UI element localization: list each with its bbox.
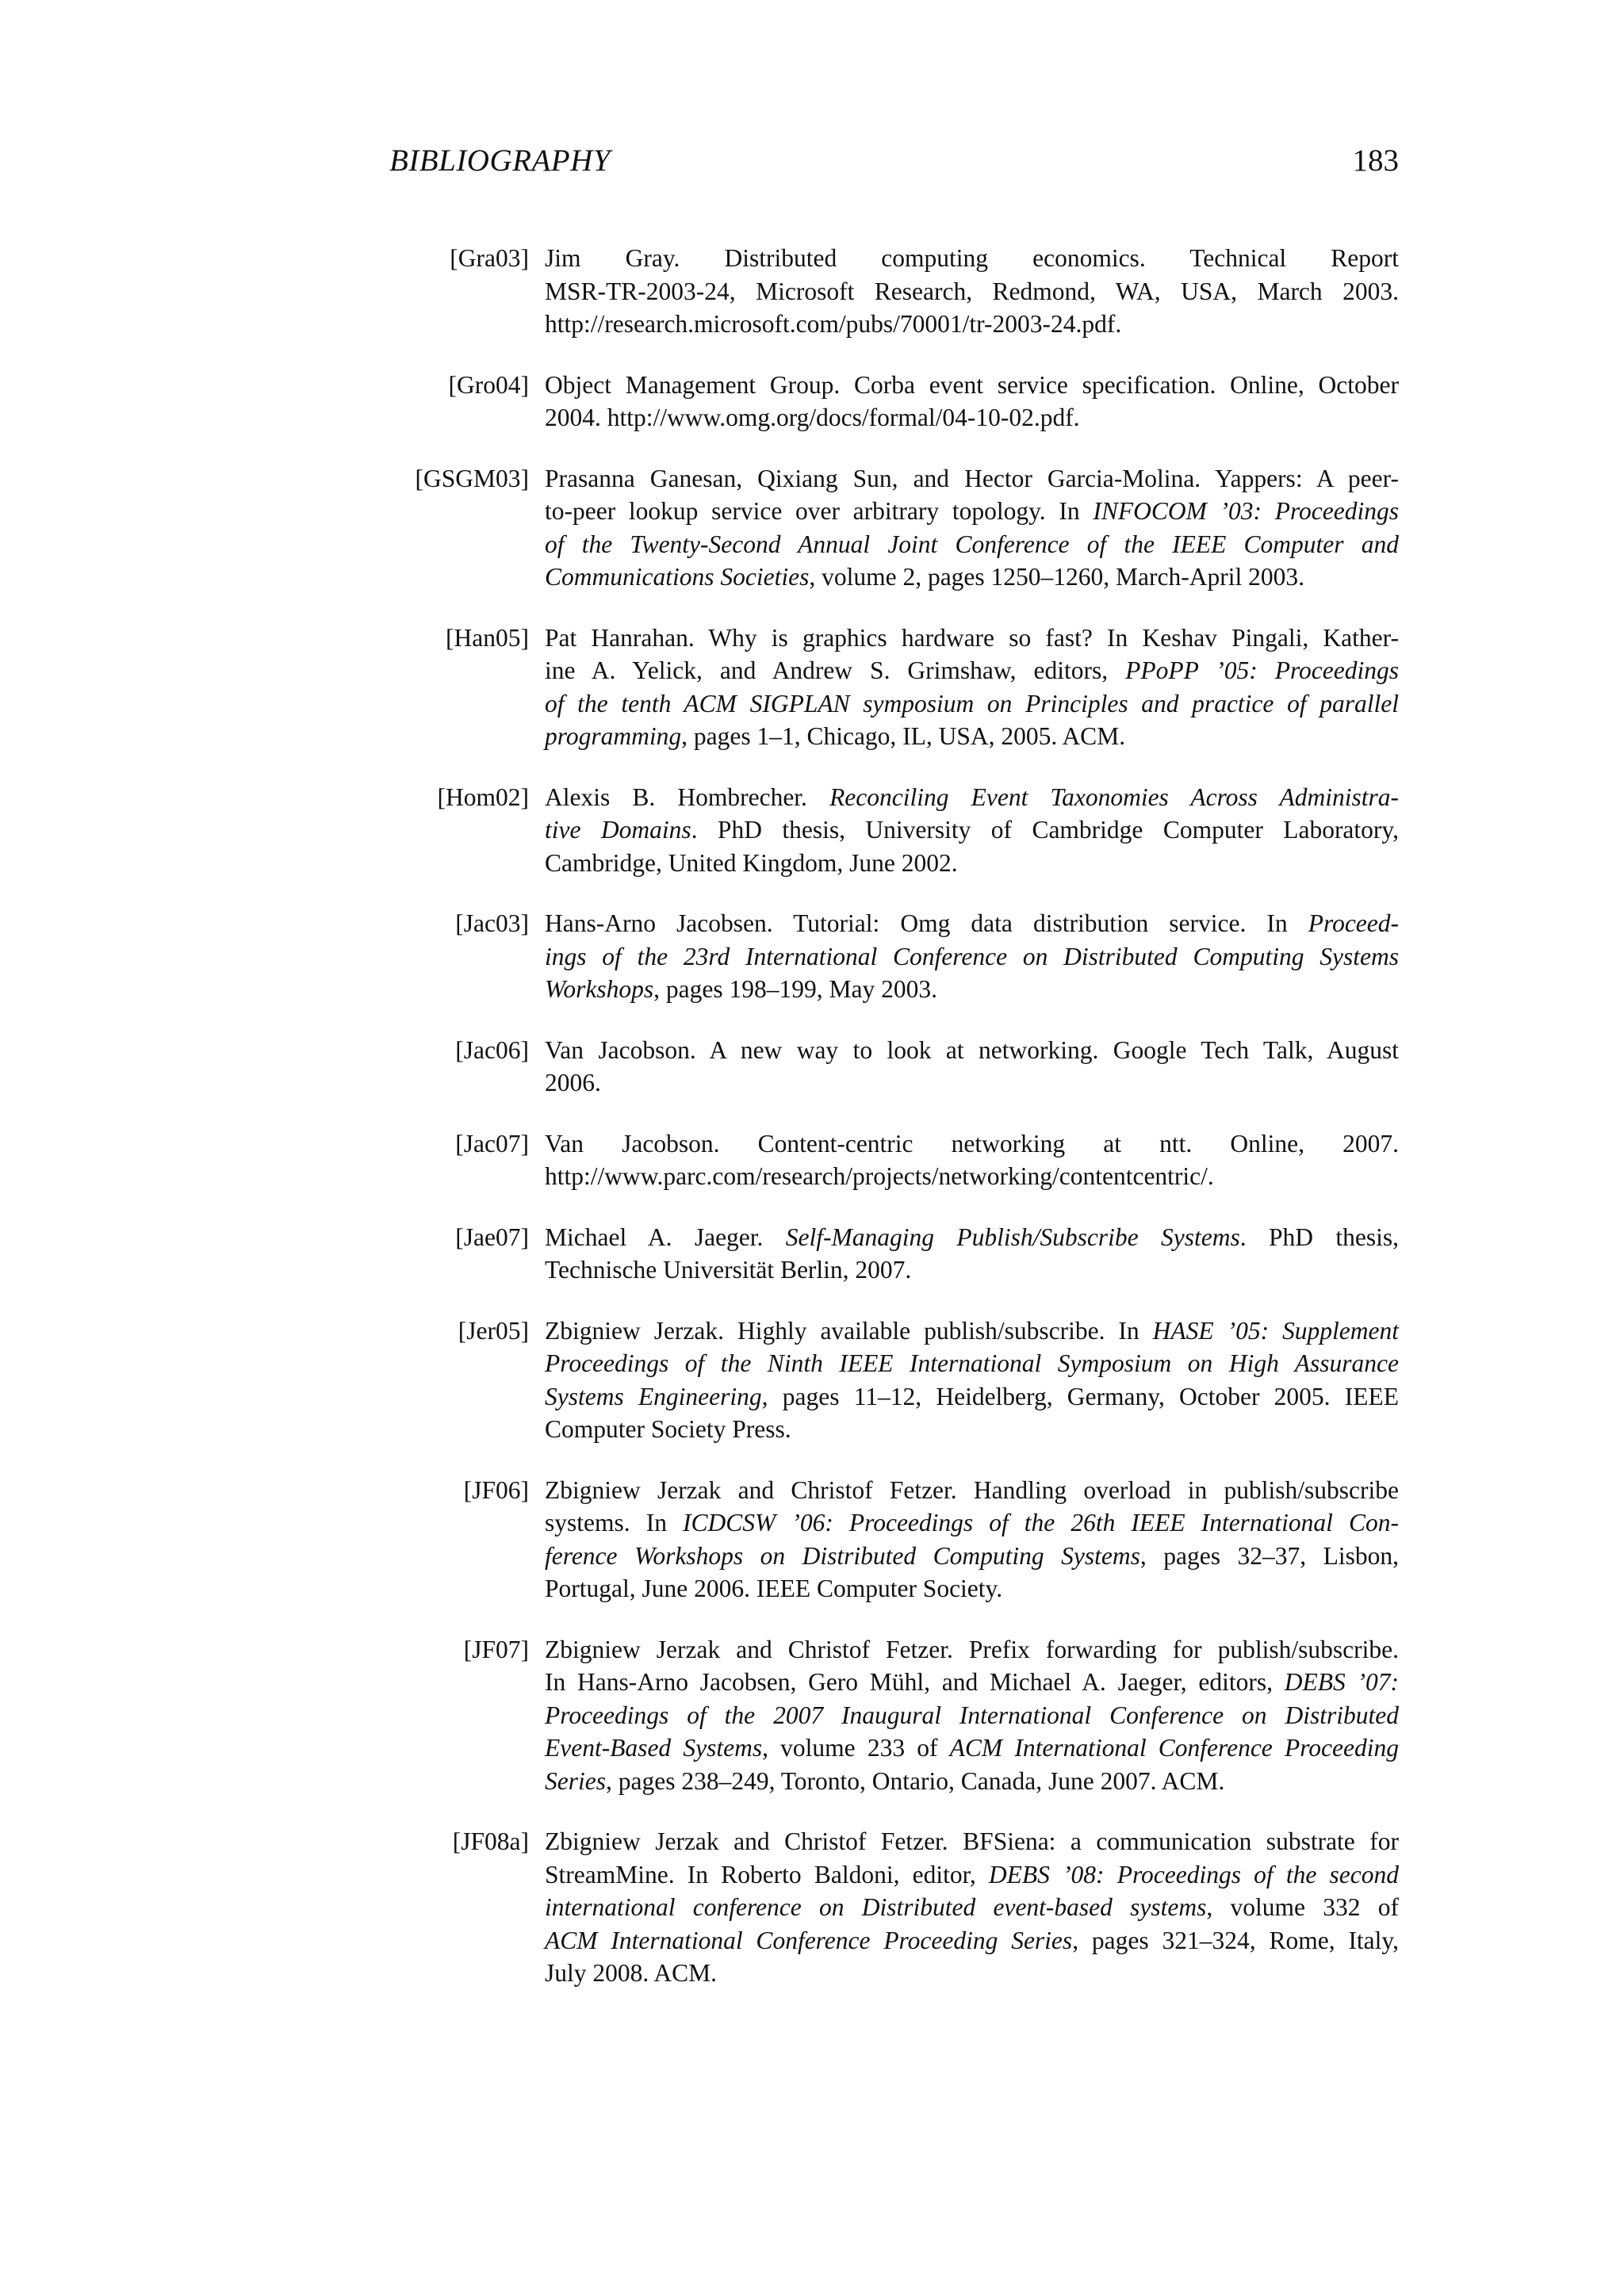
- reference-text-segment: Jim Gray. Distributed computing economics. Technical Report: [545, 244, 1399, 272]
- reference-text: [545, 1034, 1399, 1100]
- reference-text-segment: , pages 238–249, Toronto, Ontario, Canada, June 2007. ACM.: [605, 1766, 1225, 1795]
- reference-text-segment: , volume 332 of: [1206, 1893, 1399, 1921]
- citation-key: [Jac06]: [455, 1035, 529, 1064]
- reference-text-segment: Technische Universität Berlin, 2007.: [545, 1256, 912, 1284]
- reference-text-segment: systems. In: [545, 1509, 684, 1536]
- reference-text-segment: Zbigniew Jerzak. Highly available publish/subscribe. In: [545, 1316, 1153, 1345]
- reference-line: [545, 813, 1399, 847]
- citation-key: [JF07]: [463, 1635, 529, 1663]
- reference-line: [545, 1891, 1399, 1924]
- reference-text-segment: July 2008. ACM.: [545, 1959, 718, 1987]
- reference-line: [545, 907, 1399, 940]
- italic-text: international conference on Distributed event-based systems: [545, 1893, 1207, 1921]
- reference-line: [545, 1924, 1399, 1957]
- reference-text-segment: Zbigniew Jerzak and Christof Fetzer. Handling overload in publish/subscribe: [545, 1475, 1399, 1504]
- italic-text: INFOCOM ’03: Proceedings: [1093, 497, 1399, 525]
- reference-text-segment: , pages 11–12, Heidelberg, Germany, October 2005. IEEE: [761, 1382, 1399, 1410]
- reference-line: [545, 1825, 1399, 1858]
- reference-line: [545, 308, 1399, 341]
- italic-text: ACM International Conference Proceeding: [949, 1734, 1399, 1762]
- reference-text-segment: . PhD thesis,: [1239, 1223, 1399, 1251]
- italic-text: Reconciling Event Taxonomies Across Administra-: [829, 783, 1399, 811]
- reference-text-segment: In Hans-Arno Jacobsen, Gero Mühl, and Michael A. Jaeger, editors,: [545, 1668, 1285, 1696]
- reference-line: [545, 1666, 1399, 1699]
- citation-key: [JF08a]: [452, 1827, 529, 1855]
- reference-line: [545, 528, 1399, 561]
- reference-line: [545, 1858, 1399, 1892]
- italic-text: ference Workshops on Distributed Computing Systems: [545, 1541, 1140, 1570]
- reference-line: [545, 242, 1399, 275]
- italic-text: DEBS ’07:: [1284, 1668, 1399, 1696]
- reference-line: [545, 1540, 1399, 1573]
- italic-text: ACM International Conference Proceeding Series: [545, 1926, 1073, 1954]
- citation-key: [JF06]: [463, 1475, 529, 1504]
- reference-line: [545, 462, 1399, 496]
- reference-line: [545, 720, 1399, 753]
- reference-text-segment: http://research.microsoft.com/pubs/70001/tr-2003-24.pdf.: [545, 310, 1122, 338]
- reference-line: [545, 847, 1399, 880]
- reference-text-segment: Zbigniew Jerzak and Christof Fetzer. Prefix forwarding for publish/subscribe.: [545, 1635, 1399, 1663]
- reference-line: [545, 369, 1399, 402]
- reference-line: [545, 973, 1399, 1006]
- reference-text: [545, 622, 1399, 753]
- reference-text-segment: to-peer lookup service over arbitrary topology. In: [545, 497, 1094, 525]
- reference-text: [545, 1221, 1399, 1287]
- citation-key: [Gra03]: [450, 244, 529, 272]
- citation-key: [Gro04]: [448, 370, 529, 399]
- reference-line: [545, 1506, 1399, 1540]
- reference-text-segment: , pages 1–1, Chicago, IL, USA, 2005. ACM.: [681, 722, 1126, 750]
- reference-text: [545, 781, 1399, 880]
- reference-line: [545, 1066, 1399, 1100]
- reference-text-segment: Prasanna Ganesan, Qixiang Sun, and Hector Garcia-Molina. Yappers: A peer-: [545, 464, 1399, 492]
- reference-text: [545, 1474, 1399, 1605]
- reference-text: [545, 462, 1399, 594]
- italic-text: of the tenth ACM SIGPLAN symposium on Principles and practice of parallel: [545, 689, 1399, 718]
- reference-line: [545, 1732, 1399, 1765]
- reference-line: [545, 561, 1399, 594]
- reference-text-segment: http://www.parc.com/research/projects/networking/contentcentric/.: [545, 1162, 1214, 1190]
- page-number: 183: [1352, 144, 1399, 178]
- italic-text: Communications Societies: [545, 563, 810, 591]
- citation-key: [Jer05]: [458, 1316, 529, 1345]
- italic-text: of the Twenty-Second Annual Joint Conference of the IEEE Computer and: [545, 530, 1399, 558]
- reference-line: [545, 940, 1399, 974]
- italic-text: Series: [545, 1766, 606, 1795]
- reference-text-segment: Alexis B. Hombrecher.: [545, 783, 830, 811]
- reference-text-segment: Computer Society Press.: [545, 1415, 791, 1443]
- reference-text-segment: . PhD thesis, University of Cambridge Computer Laboratory,: [691, 816, 1399, 844]
- reference-text-segment: , volume 2, pages 1250–1260, March-April 2003.: [809, 563, 1304, 591]
- reference-text-segment: , pages 198–199, May 2003.: [653, 975, 937, 1003]
- reference-line: [545, 622, 1399, 655]
- italic-text: Self-Managing Publish/Subscribe Systems: [785, 1223, 1240, 1251]
- reference-text-segment: 2006.: [545, 1069, 601, 1096]
- reference-text-segment: , pages 321–324, Rome, Italy,: [1072, 1926, 1399, 1954]
- reference-line: [545, 687, 1399, 721]
- reference-text-segment: Zbigniew Jerzak and Christof Fetzer. BFSiena: a communication substrate for: [545, 1827, 1399, 1855]
- reference-line: [545, 1474, 1399, 1507]
- reference-line: [545, 1380, 1399, 1414]
- reference-line: [545, 275, 1399, 308]
- reference-line: [545, 781, 1399, 814]
- reference-text: [545, 1127, 1399, 1193]
- reference-line: [545, 1633, 1399, 1667]
- italic-text: Proceedings of the 2007 Inaugural International Conference on Distributed: [545, 1701, 1399, 1729]
- italic-text: PPoPP ’05: Proceedings: [1125, 656, 1399, 684]
- citation-key: [Jac03]: [455, 909, 529, 937]
- reference-line: [545, 1253, 1399, 1287]
- italic-text: ICDCSW ’06: Proceedings of the 26th IEEE International Con-: [683, 1509, 1400, 1536]
- reference-text: [545, 369, 1399, 434]
- reference-text-segment: Hans-Arno Jacobsen. Tutorial: Omg data distribution service. In: [545, 909, 1308, 937]
- reference-line: [545, 1160, 1399, 1193]
- reference-text-segment: Van Jacobson. A new way to look at networking. Google Tech Talk, August: [545, 1035, 1399, 1064]
- reference-line: [545, 1572, 1399, 1605]
- reference-text-segment: Object Management Group. Corba event service specification. Online, October: [545, 370, 1399, 399]
- page-header: [389, 143, 1399, 190]
- reference-text-segment: ine A. Yelick, and Andrew S. Grimshaw, editors,: [545, 656, 1126, 684]
- reference-line: [545, 1314, 1399, 1348]
- citation-key: [GSGM03]: [415, 464, 529, 492]
- italic-text: HASE ’05: Supplement: [1152, 1316, 1399, 1345]
- italic-text: Proceed-: [1308, 909, 1399, 937]
- reference-line: [545, 495, 1399, 528]
- reference-text-segment: Van Jacobson. Content-centric networking at ntt. Online, 2007.: [545, 1129, 1399, 1158]
- reference-text: [545, 242, 1399, 341]
- reference-line: [545, 1957, 1399, 1990]
- reference-text: [545, 1633, 1399, 1798]
- running-head: BIBLIOGRAPHY: [389, 144, 611, 178]
- citation-key: [Jac07]: [455, 1129, 529, 1158]
- reference-text-segment: , volume 233 of: [762, 1734, 950, 1762]
- italic-text: Systems Engineering: [545, 1382, 762, 1410]
- italic-text: Proceedings of the Ninth IEEE International Symposium on High Assurance: [545, 1349, 1399, 1377]
- reference-text-segment: 2004. http://www.omg.org/docs/formal/04-10-02.pdf.: [545, 404, 1080, 431]
- reference-text-segment: MSR-TR-2003-24, Microsoft Research, Redmond, WA, USA, March 2003.: [545, 277, 1399, 305]
- italic-text: DEBS ’08: Proceedings of the second: [988, 1860, 1399, 1888]
- reference-text: [545, 1825, 1399, 1990]
- italic-text: tive Domains: [545, 816, 691, 844]
- italic-text: ings of the 23rd International Conference on Distributed Computing Systems: [545, 942, 1399, 970]
- reference-text-segment: Portugal, June 2006. IEEE Computer Society.: [545, 1575, 1003, 1602]
- italic-text: Workshops: [545, 975, 654, 1003]
- reference-line: [545, 1221, 1399, 1254]
- reference-text: [545, 907, 1399, 1006]
- reference-line: [545, 1127, 1399, 1161]
- reference-line: [545, 1034, 1399, 1067]
- citation-key: [Jae07]: [455, 1223, 529, 1251]
- reference-line: [545, 1765, 1399, 1798]
- reference-line: [545, 1413, 1399, 1446]
- italic-text: Event-Based Systems: [545, 1734, 763, 1762]
- reference-line: [545, 654, 1399, 687]
- italic-text: programming: [545, 722, 682, 750]
- reference-line: [545, 401, 1399, 434]
- reference-text-segment: Michael A. Jaeger.: [545, 1223, 786, 1251]
- reference-text-segment: , pages 32–37, Lisbon,: [1139, 1541, 1399, 1570]
- citation-key: [Han05]: [446, 623, 529, 652]
- reference-line: [545, 1699, 1399, 1732]
- citation-key: [Hom02]: [437, 783, 529, 811]
- reference-text-segment: Cambridge, United Kingdom, June 2002.: [545, 848, 958, 877]
- reference-text-segment: StreamMine. In Roberto Baldoni, editor,: [545, 1860, 989, 1888]
- reference-text: [545, 1314, 1399, 1446]
- reference-text-segment: Pat Hanrahan. Why is graphics hardware so fast? In Keshav Pingali, Kather-: [545, 623, 1399, 652]
- reference-line: [545, 1347, 1399, 1380]
